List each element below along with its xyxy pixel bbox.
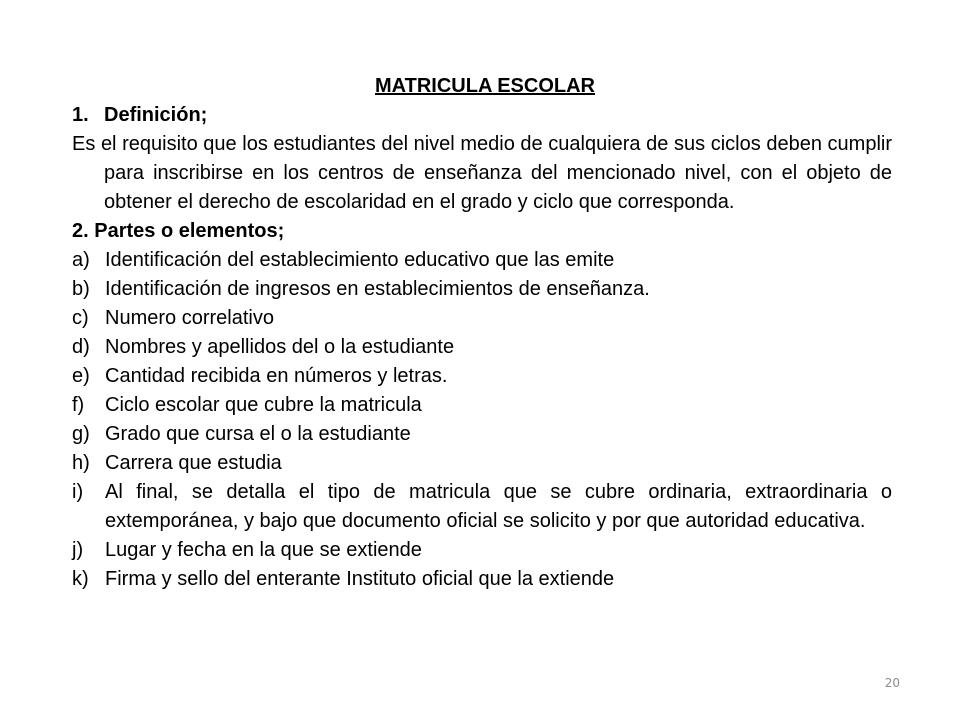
list-item-text: Al final, se detalla el tipo de matricula que se cubre ordinaria, extraordinaria o extemporánea, y bajo que documento oficial se solicito y por que autoridad educativa.: [105, 481, 892, 532]
list-item-marker: h): [72, 452, 90, 474]
list-item-text: Identificación del establecimiento educativo que las emite: [105, 249, 615, 271]
list-item: [72, 362, 892, 391]
section-2-heading: 2. Partes o elementos;: [72, 220, 285, 242]
definition-paragraph: Es el requisito que los estudiantes del nivel medio de cualquiera de sus ciclos deben cumplir para inscribirse en los centros de enseñanza del mencionado nivel, con el objeto de obtener el derecho de escolaridad en el grado y ciclo que corresponda.: [72, 133, 892, 213]
list-item-text: Grado que cursa el o la estudiante: [105, 423, 411, 445]
list-item: [72, 304, 892, 333]
list-item-marker: f): [72, 394, 85, 416]
list-item: [72, 333, 892, 362]
section-1-heading: [72, 101, 892, 130]
list-item-marker: a): [72, 249, 90, 271]
list-item: [72, 391, 892, 420]
page-number: 20: [884, 676, 900, 690]
list-item-marker: k): [72, 568, 89, 590]
list-item-marker: i): [72, 481, 84, 503]
list-item: [72, 449, 892, 478]
list-item: [72, 275, 892, 304]
list-item: [72, 565, 892, 594]
list-item-marker: d): [72, 336, 90, 358]
list-item-marker: e): [72, 365, 90, 387]
document-body: [72, 72, 892, 594]
list-item: [72, 536, 892, 565]
list-item-text: Ciclo escolar que cubre la matricula: [105, 394, 422, 416]
list-item-marker: g): [72, 423, 90, 445]
list-item-text: Identificación de ingresos en establecimientos de enseñanza.: [105, 278, 650, 300]
list-item-text: Carrera que estudia: [105, 452, 282, 474]
list-item-marker: j): [72, 539, 84, 561]
list-item-text: Numero correlativo: [105, 307, 274, 329]
list-item-text: Firma y sello del enterante Instituto oficial que la extiende: [105, 568, 615, 590]
document-title: MATRICULA ESCOLAR: [375, 75, 595, 97]
elements-list: [72, 246, 892, 594]
section-1-number: 1.: [72, 104, 89, 126]
list-item: [72, 246, 892, 275]
list-item-text: Lugar y fecha en la que se extiende: [105, 539, 422, 561]
list-item-marker: c): [72, 307, 89, 329]
list-item-text: Cantidad recibida en números y letras.: [105, 365, 448, 387]
section-1-title: Definición;: [104, 104, 208, 126]
list-item-marker: b): [72, 278, 90, 300]
list-item: [72, 420, 892, 449]
list-item: [72, 478, 892, 536]
list-item-text: Nombres y apellidos del o la estudiante: [105, 336, 455, 358]
